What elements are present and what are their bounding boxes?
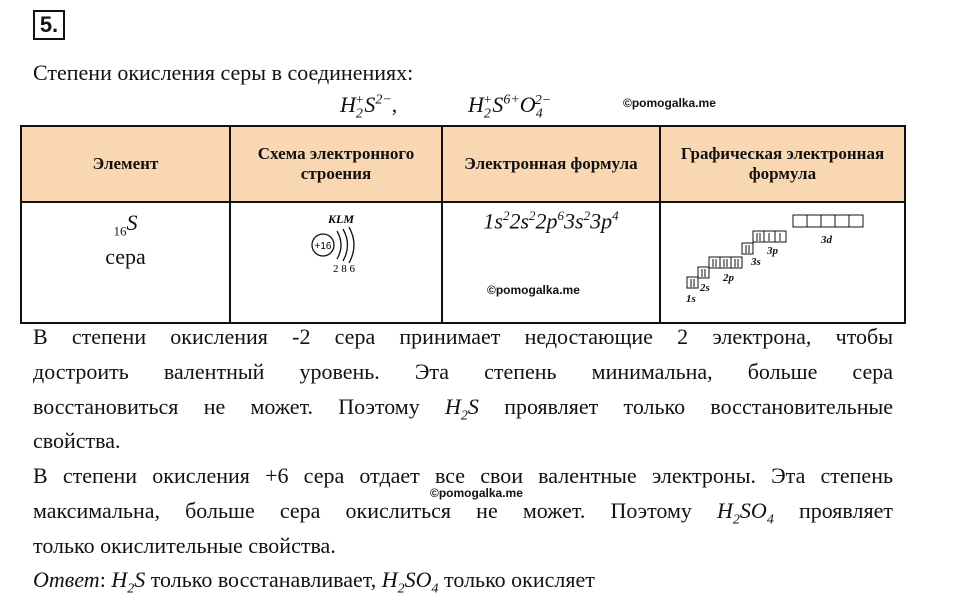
paragraph2-line3: только окислительные свойства. bbox=[33, 533, 336, 558]
orbital-label-1s: 1s bbox=[686, 293, 696, 305]
watermark-table: ©pomogalka.me bbox=[487, 283, 580, 297]
orbital-label-3d: 3d bbox=[821, 234, 832, 246]
electrons-label: 2 8 6 bbox=[333, 263, 355, 273]
answer-label: Ответ bbox=[33, 567, 100, 592]
task-number: 5. bbox=[33, 10, 65, 40]
orbital-label-2s: 2s bbox=[700, 282, 710, 294]
orbital-label-3s: 3s bbox=[751, 256, 761, 268]
paragraph2-line1: В степени окисления +6 сера отдает все свои валентные электроны. Эта степень bbox=[33, 463, 893, 488]
header-scheme: Схема электронного строения bbox=[230, 126, 442, 202]
watermark: ©pomogalka.me bbox=[623, 96, 716, 110]
paragraph2-line2: максимальна, больше сера окислиться не может. Поэтому $H_2SO_4$ проявляет bbox=[33, 498, 893, 528]
table-row bbox=[21, 202, 905, 323]
cell-graphic bbox=[660, 202, 905, 323]
orbital-diagram bbox=[681, 207, 901, 315]
paragraph1-line2: достроить валентный уровень. Эта степень минимальна, больше сера bbox=[33, 359, 893, 384]
formula-h2s: $H_2^+S^{2-}$, bbox=[340, 92, 398, 122]
electron-formula: $1s^22s^22p^63s^23p^4$ bbox=[483, 208, 619, 234]
intro-text: Степени окисления серы в соединениях: bbox=[33, 60, 414, 85]
cell-element bbox=[21, 202, 230, 323]
levels-label: KLM bbox=[328, 212, 355, 226]
paragraph1-line1: В степени окисления -2 сера принимает недостающие 2 электрона, чтобы bbox=[33, 324, 893, 349]
element-symbol: S bbox=[126, 210, 138, 235]
header-graphic: Графическая электронная формула bbox=[660, 126, 905, 202]
cell-scheme bbox=[230, 202, 442, 323]
watermark-text: ©pomogalka.me bbox=[430, 486, 523, 500]
element-name: сера bbox=[105, 244, 146, 270]
nucleus-label: +16 bbox=[314, 241, 332, 252]
formula-h2so4: $H_2^+S^{6+}O_4^{2-}$ bbox=[468, 92, 552, 122]
answer-line: Ответ: $H_2S$ только восстанавливает, $H_2SO_4$ только окисляет bbox=[33, 567, 595, 597]
element-index: 16 bbox=[113, 223, 127, 239]
cell-formula bbox=[442, 202, 660, 323]
paragraph1-line3: восстановиться не может. Поэтому $H_2S$ проявляет только восстановительные bbox=[33, 394, 894, 424]
orbital-label-3p: 3p bbox=[767, 245, 778, 257]
sulfur-table bbox=[20, 125, 906, 324]
paragraph1-line4: свойства. bbox=[33, 428, 121, 453]
table-header-row bbox=[21, 126, 905, 202]
header-element: Элемент bbox=[21, 126, 230, 202]
header-formula: Электронная формула bbox=[442, 126, 660, 202]
orbital-label-2p: 2p bbox=[723, 272, 734, 284]
atom-scheme-diagram bbox=[306, 211, 376, 273]
